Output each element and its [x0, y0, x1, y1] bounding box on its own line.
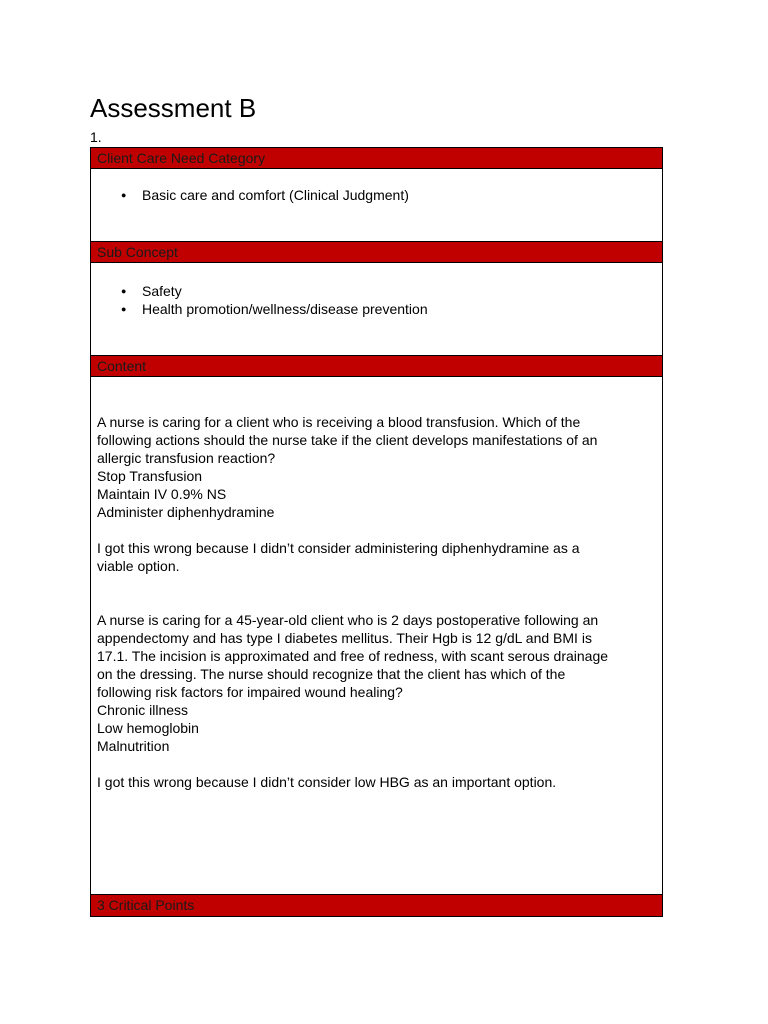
category-list	[91, 186, 662, 204]
question-1	[97, 413, 656, 575]
answer-line: Chronic illness	[97, 702, 189, 718]
item-number: 1.	[90, 129, 102, 145]
answer-line: Low hemoglobin	[97, 720, 199, 736]
critical-points-header: 3 Critical Points	[91, 895, 662, 916]
category-body	[91, 169, 662, 242]
subconcept-item-safety: ● Safety	[91, 282, 662, 300]
page-title: Assessment B	[90, 93, 257, 123]
question-line: allergic transfusion reaction?	[97, 450, 276, 466]
reflection-line: I got this wrong because I didn’t consider low HBG as an important option.	[97, 774, 557, 790]
subconcept-list	[91, 282, 662, 318]
answer-line: Maintain IV 0.9% NS	[97, 486, 227, 502]
subconcept-header: Sub Concept	[91, 242, 662, 263]
content-header: Content	[91, 356, 662, 377]
answer-line: Administer diphenhydramine	[97, 504, 275, 520]
question-line: A nurse is caring for a client who is receiving a blood transfusion. Which of the	[97, 414, 581, 430]
question-line: appendectomy and has type I diabetes mellitus. Their Hgb is 12 g/dL and BMI is	[97, 630, 592, 646]
content-body	[91, 377, 662, 895]
question-line: following actions should the nurse take if the client develops manifestations of an	[97, 432, 598, 448]
subconcept-item-health: ● Health promotion/wellness/disease prevention	[91, 300, 662, 318]
category-item: ● Basic care and comfort (Clinical Judgment)	[91, 186, 662, 204]
answer-line: Malnutrition	[97, 738, 170, 754]
question-line: on the dressing. The nurse should recognize that the client has which of the	[97, 666, 566, 682]
question-line: A nurse is caring for a 45-year-old client who is 2 days postoperative following an	[97, 612, 599, 628]
question-line: 17.1. The incision is approximated and free of redness, with scant serous drainage	[97, 648, 609, 664]
question-2	[97, 611, 656, 791]
category-header: Client Care Need Category	[91, 148, 662, 169]
reflection-line: I got this wrong because I didn’t consider administering diphenhydramine as a	[97, 540, 580, 556]
question-line: following risk factors for impaired wound healing?	[97, 684, 403, 700]
answer-line: Stop Transfusion	[97, 468, 203, 484]
reflection-line: viable option.	[97, 558, 180, 574]
subconcept-body	[91, 263, 662, 356]
assessment-table	[90, 147, 663, 917]
